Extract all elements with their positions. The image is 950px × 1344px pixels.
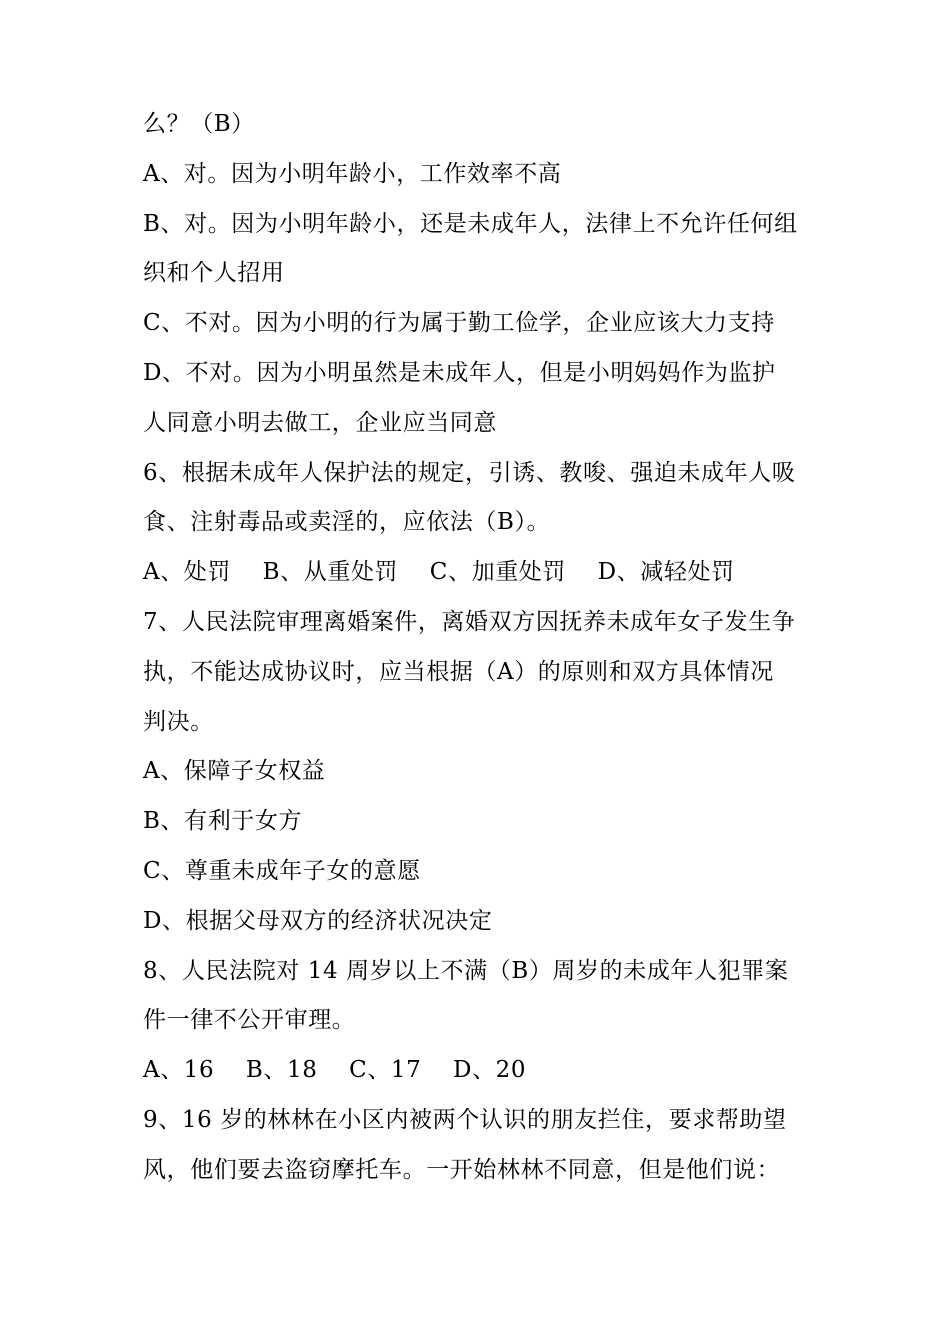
question-5-continuation: 么？（B） — [143, 111, 255, 137]
question-8-text-cont: 件一律不公开审理。 — [143, 1007, 356, 1034]
question-7-text-end: 判决。 — [143, 708, 214, 735]
question-9-text: 9、16 岁的林林在小区内被两个认识的朋友拦住，要求帮助望 — [143, 1106, 787, 1133]
question-9-text-cont: 风，他们要去盗窃摩托车。一开始林林不同意，但是他们说： — [143, 1156, 781, 1183]
question-6-options: A、处罚 B、从重处罚 C、加重处罚 D、减轻处罚 — [143, 559, 735, 586]
question-7-option-c: C、尊重未成年子女的意愿 — [143, 857, 421, 884]
question-7-option-a: A、保障子女权益 — [143, 758, 326, 785]
question-8-text: 8、人民法院对 14 周岁以上不满（B）周岁的未成年人犯罪案 — [143, 957, 789, 984]
question-5-option-c: C、不对。因为小明的行为属于勤工俭学，企业应该大力支持 — [143, 310, 775, 337]
question-5-option-b-cont: 织和个人招用 — [143, 260, 285, 287]
question-6-text: 6、根据未成年人保护法的规定，引诱、教唆、强迫未成年人吸 — [143, 459, 796, 486]
question-7-option-d: D、根据父母双方的经济状况决定 — [143, 907, 493, 934]
question-8-options: A、16 B、18 C、17 D、20 — [143, 1057, 527, 1084]
question-6-text-cont: 食、注射毒品或卖淫的，应依法（B）。 — [143, 509, 551, 536]
question-5-option-d: D、不对。因为小明虽然是未成年人，但是小明妈妈作为监护 — [143, 359, 776, 386]
question-7-text-cont: 执，不能达成协议时，应当根据（A）的原则和双方具体情况 — [143, 658, 774, 685]
question-5-option-d-cont: 人同意小明去做工，企业应当同意 — [143, 409, 497, 436]
document-body — [143, 100, 823, 1196]
question-7-option-b: B、有利于女方 — [143, 808, 303, 835]
question-5-option-a: A、对。因为小明年龄小，工作效率不高 — [143, 160, 562, 187]
question-7-text: 7、人民法院审理离婚案件，离婚双方因抚养未成年女子发生争 — [143, 608, 796, 635]
question-5-option-b: B、对。因为小明年龄小，还是未成年人，法律上不允许任何组 — [143, 210, 798, 237]
